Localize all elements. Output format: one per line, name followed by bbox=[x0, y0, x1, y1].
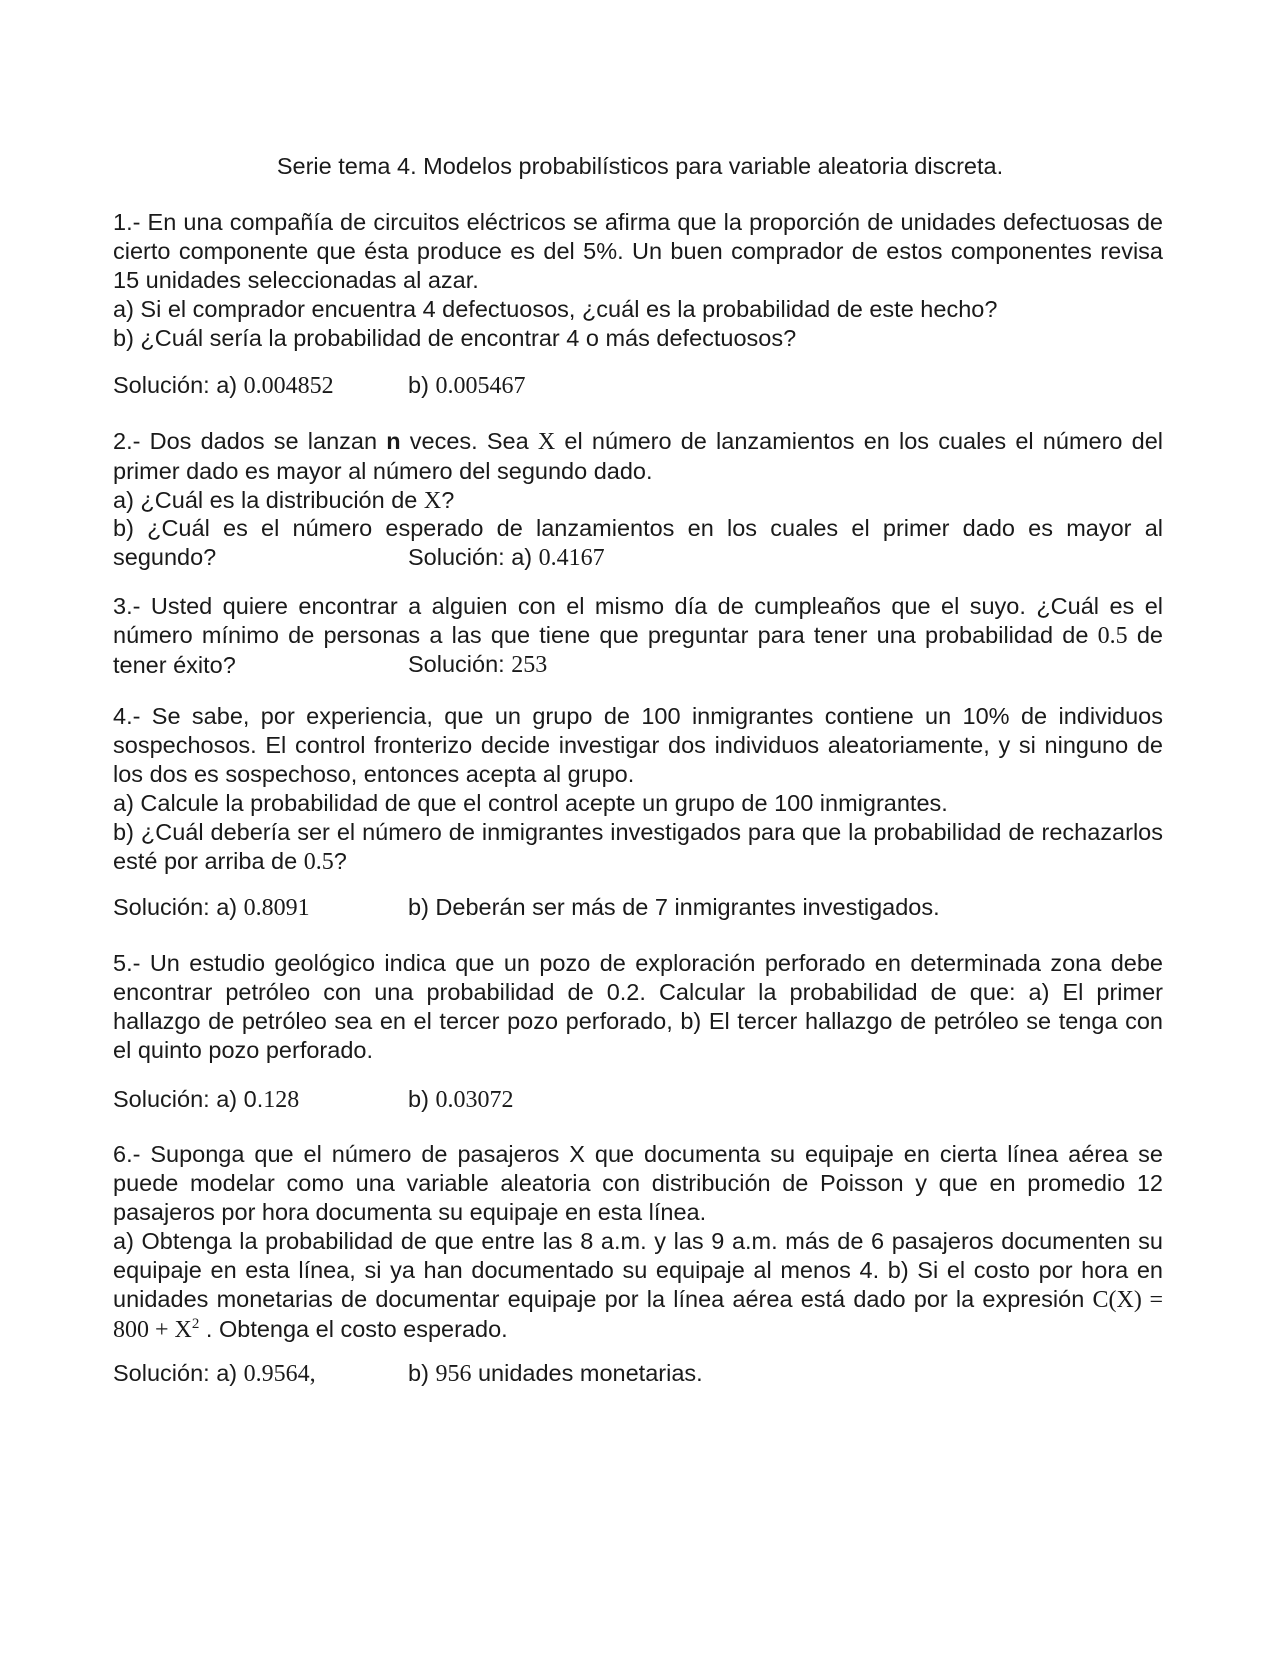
problem-5-statement: 5.- Un estudio geológico indica que un pozo de exploración perforado en determinada zona debe encontrar petróleo con una probabilidad de 0.2. Calcular la probabilidad de que: a) El primer hallazgo de petróleo sea en el tercer pozo perforado, b) El tercer hallazgo de petróleo se tenga con el quinto pozo perforado. bbox=[113, 950, 1163, 1063]
problem-4-part-a: a) Calcule la probabilidad de que el control acepte un grupo de 100 inmigrantes. bbox=[113, 790, 948, 816]
solution-b: b) 956 unidades monetarias. bbox=[408, 1360, 703, 1387]
cost-formula: $C(X) = 800 + X^2$ bbox=[113, 1287, 1163, 1343]
problem-2-part-b-text: b) ¿Cuál es el número esperado de lanzamientos en los cuales el primer dado es mayor al segundo? bbox=[113, 515, 1163, 570]
problem-2 bbox=[113, 427, 1163, 516]
page-title: Serie tema 4. Modelos probabilísticos para variable aleatoria discreta. bbox=[276, 153, 1004, 179]
problem-4-solution bbox=[113, 893, 1163, 922]
problem-1-solution bbox=[113, 371, 1163, 400]
problem-5-solution bbox=[113, 1085, 1163, 1114]
problem-2-part-a: a) ¿Cuál es la distribución de X? bbox=[113, 487, 455, 514]
problem-2-part-b bbox=[113, 514, 1163, 572]
problem-6-parts: a) Obtenga la probabilidad de que entre las 8 a.m. y las 9 a.m. más de 6 pasajeros documenten su equipaje en esta línea, si ya han documentado su equipaje al menos 4. b) Si el costo por hora en unidades monetarias de documentar equipaje por la línea aérea está dado por la expresión $C(X) = 800 + X^2$ . Obtenga el costo esperado. bbox=[113, 1228, 1163, 1343]
problem-1 bbox=[113, 208, 1163, 353]
problem-1-statement: 1.- En una compañía de circuitos eléctricos se afirma que la proporción de unidades defectuosas de cierto componente que ésta produce es del 5%. Un buen comprador de estos componentes revisa 15 unidades seleccionadas al azar. bbox=[113, 209, 1163, 293]
problem-5 bbox=[113, 949, 1163, 1065]
problem-1-part-a: a) Si el comprador encuentra 4 defectuosos, ¿cuál es la probabilidad de este hecho? bbox=[113, 296, 998, 322]
solution-a: Solución: a) 0.8091 bbox=[113, 894, 310, 921]
problem-2-statement: 2.- Dos dados se lanzan n veces. Sea X el número de lanzamientos en los cuales el número del primer dado es mayor al número del segundo dado. bbox=[113, 428, 1164, 484]
problem-4-statement: 4.- Se sabe, por experiencia, que un grupo de 100 inmigrantes contiene un 10% de individuos sospechosos. El control fronterizo decide investigar dos individuos aleatoriamente, y si ninguno de los dos es sospechoso, entonces acepta al grupo. bbox=[113, 703, 1163, 787]
solution-b: b) 0.005467 bbox=[408, 372, 526, 399]
solution-a: Solución: a) 0.128 bbox=[113, 1086, 300, 1113]
problem-3 bbox=[113, 592, 1163, 680]
solution-b: b) 0.03072 bbox=[408, 1086, 514, 1113]
solution-a: Solución: a) 0.9564, bbox=[113, 1360, 316, 1387]
solution-b: b) Deberán ser más de 7 inmigrantes investigados. bbox=[408, 894, 940, 920]
solution-a: Solución: a) 0.004852 bbox=[113, 372, 334, 399]
problem-4-part-b: b) ¿Cuál debería ser el número de inmigrantes investigados para que la probabilidad de rechazarlos esté por arriba de 0.5? bbox=[113, 819, 1163, 875]
problem-6-solution bbox=[113, 1359, 1163, 1388]
problem-1-part-b: b) ¿Cuál sería la probabilidad de encontrar 4 o más defectuosos? bbox=[113, 325, 797, 351]
problem-3-solution: Solución: 253 bbox=[408, 651, 548, 678]
problem-3-statement: 3.- Usted quiere encontrar a alguien con el mismo día de cumpleaños que el suyo. ¿Cuál es el número mínimo de personas a las que tiene que preguntar para tener una probabilidad de 0.5 de tener éxito? bbox=[113, 593, 1163, 678]
problem-2-solution: Solución: a) 0.4167 bbox=[408, 544, 605, 571]
problem-6-statement: 6.- Suponga que el número de pasajeros X que documenta su equipaje en cierta línea aérea se puede modelar como una variable aleatoria con distribución de Poisson y que en promedio 12 pasajeros por hora documenta su equipaje en esta línea. bbox=[113, 1141, 1163, 1225]
problem-6 bbox=[113, 1140, 1163, 1345]
problem-4 bbox=[113, 702, 1163, 877]
